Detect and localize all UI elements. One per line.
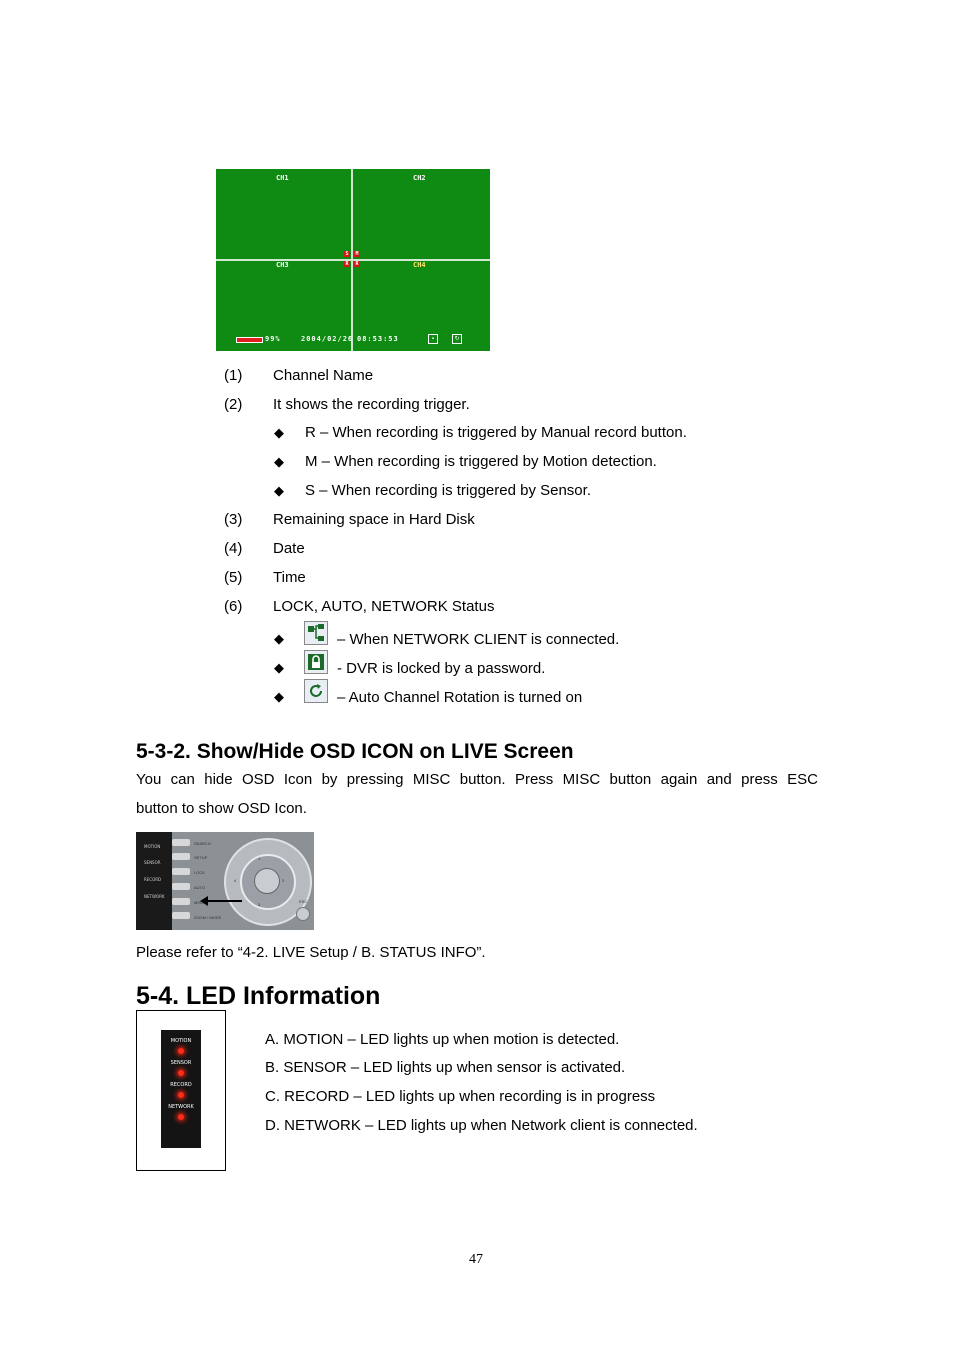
led-item-sensor: B. SENSOR – LED lights up when sensor is activated. [265,1059,626,1076]
led-item-network: D. NETWORK – LED lights up when Network client is connected. [265,1117,698,1134]
trigger-bullet-m: M – When recording is triggered by Motion detection. [305,453,657,470]
lock-icon: ▪ [428,334,438,344]
channel-name-ch2: CH2 [413,174,426,182]
button-label: MISC [194,900,204,905]
pointer-arrow-head [200,896,208,906]
legend-text: Date [273,540,305,557]
section-paragraph-line1: You can hide OSD Icon by pressing MISC button. Press MISC button again and press ESC [136,771,818,788]
page-number: 47 [469,1252,483,1267]
section-heading-5-4: 5-4. LED Information [136,982,381,1010]
refer-text: Please refer to “4-2. LIVE Setup / B. STATUS INFO”. [136,944,486,961]
legend-text: Time [273,569,306,586]
rotation-icon [304,679,328,703]
led-dot [178,1092,184,1098]
legend-text: Remaining space in Hard Disk [273,511,475,528]
bullet-diamond: ◆ [274,689,284,704]
led-label: RECORD [170,1082,192,1088]
channel-name-ch3: CH3 [276,261,289,269]
button-label: ZOOM / MODE [194,915,222,920]
bullet-diamond: ◆ [274,454,284,469]
strip-label: RECORD [144,877,162,882]
split-line-horizontal [216,259,490,261]
led-dot [178,1070,184,1076]
led-dot [178,1048,184,1054]
network-icon [304,621,328,645]
button-label: SETUP [194,855,208,860]
osd-status-bar [216,333,490,345]
hdd-space-bar [236,337,263,343]
hdd-percent: 99% [265,335,281,343]
pointer-arrow [206,900,242,902]
front-panel-image [136,832,314,930]
panel-button [172,868,190,875]
button-label: LOCK [194,870,205,875]
lock-icon [304,650,328,674]
rotation-icon: ↻ [452,334,462,344]
legend-text: LOCK, AUTO, NETWORK Status [273,598,495,615]
bullet-diamond: ◆ [274,425,284,440]
led-label: NETWORK [168,1104,194,1110]
legend-number: (2) [224,396,243,413]
channel-name-ch4: CH4 [413,261,426,269]
panel-button [172,883,190,890]
legend-number: (1) [224,367,243,384]
led-label: MOTION [170,1038,192,1044]
button-label: AUTO [194,885,206,890]
bullet-diamond: ◆ [274,483,284,498]
strip-label: SENSOR [144,860,161,865]
status-bullet-lock: - DVR is locked by a password. [337,660,546,677]
led-panel [161,1030,201,1148]
trigger-badge: M [355,251,359,257]
esc-label: ESC [299,899,308,904]
osd-time: 08:53:53 [357,335,399,343]
panel-button [172,853,190,860]
led-panel-image [136,1010,226,1171]
trigger-badge: S [345,251,349,257]
section-paragraph-line2: button to show OSD Icon. [136,800,307,817]
dial-number: 3 [258,902,261,907]
panel-button [172,898,190,905]
dial-number: 4 [234,878,237,883]
jog-dial-center [254,868,280,894]
panel-button [172,839,190,846]
legend-number: (4) [224,540,243,557]
strip-label: NETWORK [144,894,165,899]
bullet-diamond: ◆ [274,631,284,646]
esc-button [296,907,310,921]
trigger-badge: R [345,261,349,267]
legend-number: (3) [224,511,243,528]
legend-text: It shows the recording trigger. [273,396,470,413]
led-strip [136,832,172,930]
led-item-record: C. RECORD – LED lights up when recording is in progress [265,1088,656,1105]
status-bullet-rotation: – Auto Channel Rotation is turned on [337,689,583,706]
status-bullet-network: – When NETWORK CLIENT is connected. [337,631,620,648]
trigger-bullet-r: R – When recording is triggered by Manual record button. [305,424,687,441]
led-label: SENSOR [170,1060,192,1066]
osd-date: 2004/02/26 [301,335,354,343]
legend-number: (5) [224,569,243,586]
panel-button [172,912,190,919]
led-item-motion: A. MOTION – LED lights up when motion is detected. [265,1031,620,1048]
bullet-diamond: ◆ [274,660,284,675]
channel-name-ch1: CH1 [276,174,289,182]
section-heading-5-3-2: 5-3-2. Show/Hide OSD ICON on LIVE Screen [136,740,574,763]
button-label: SEARCH [194,841,211,846]
trigger-badge: R [355,261,359,267]
dial-number: 1 [258,856,261,861]
osd-screen-image [216,169,490,351]
dial-number: 2 [282,878,285,883]
trigger-bullet-s: S – When recording is triggered by Sensor. [305,482,591,499]
legend-number: (6) [224,598,243,615]
strip-label: MOTION [144,844,161,849]
led-dot [178,1114,184,1120]
legend-text: Channel Name [273,367,374,384]
